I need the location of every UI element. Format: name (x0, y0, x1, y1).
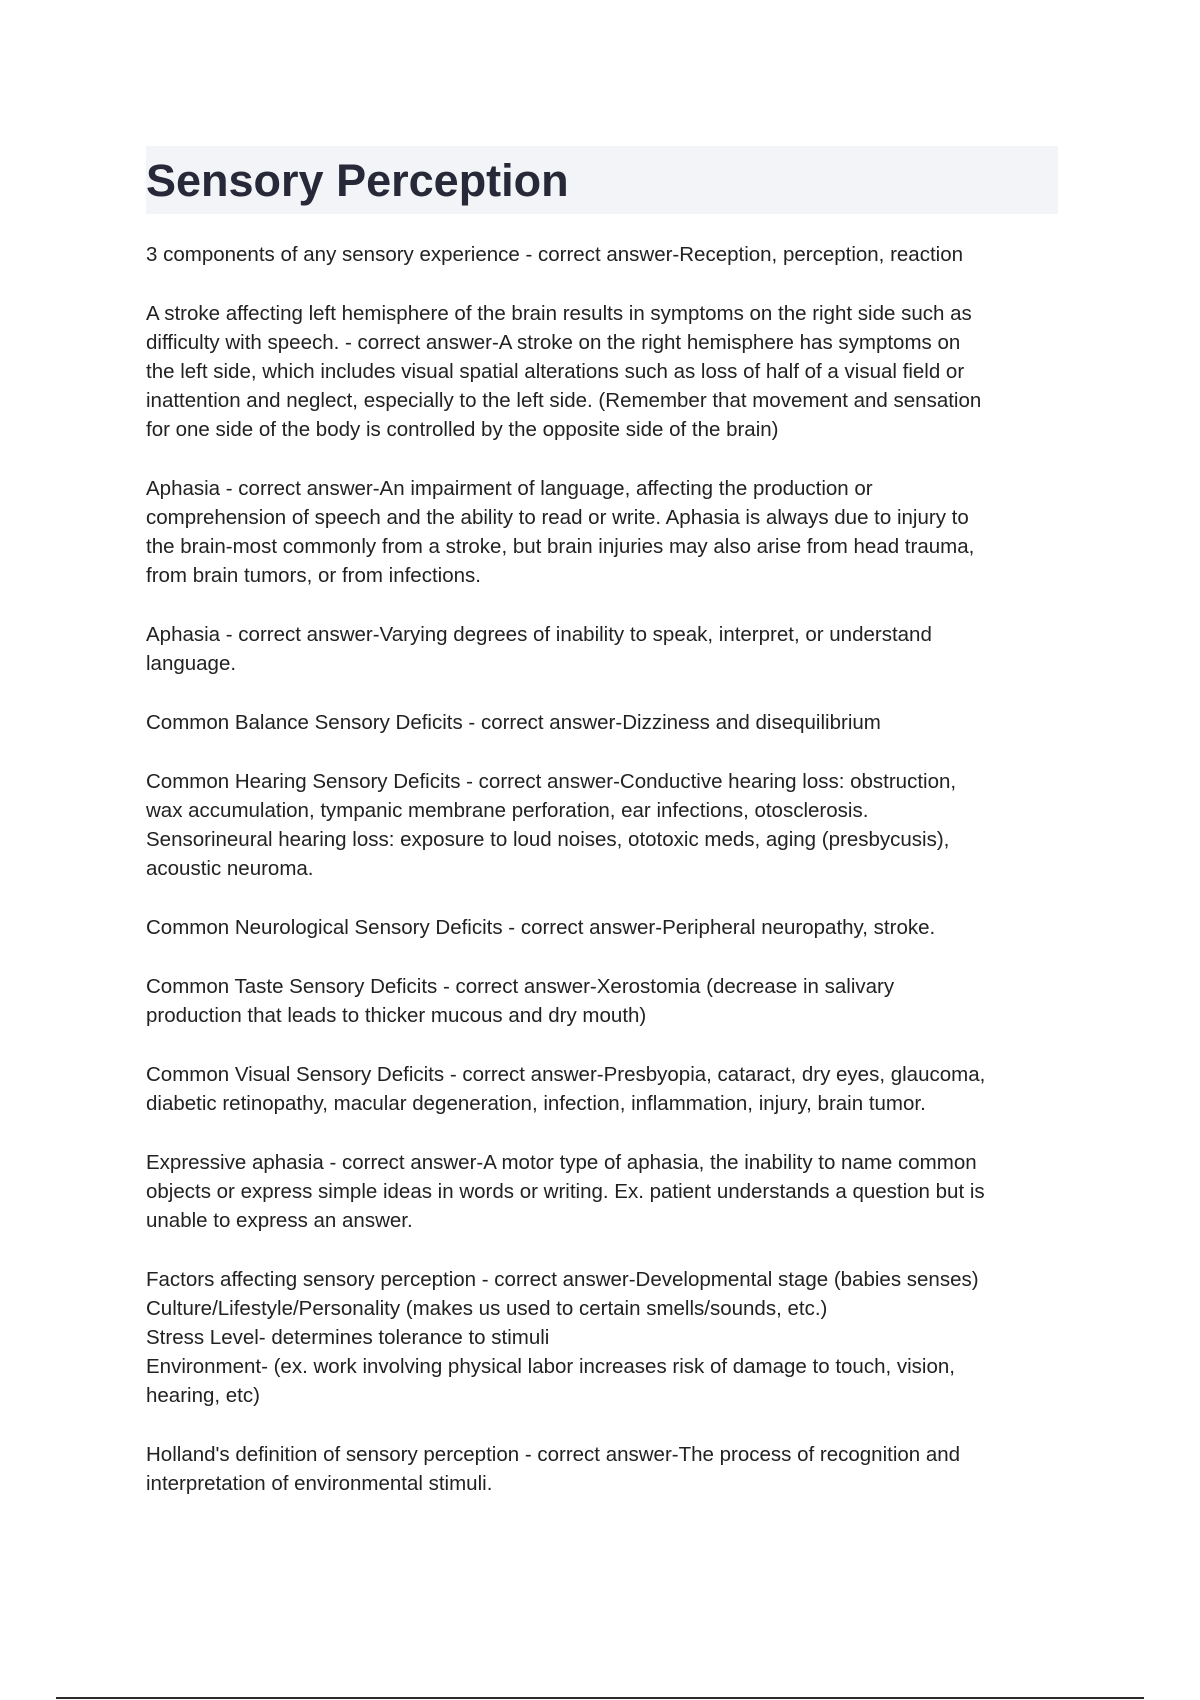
entry-line: A stroke affecting left hemisphere of the brain results in symptoms on the right side such as (146, 302, 972, 325)
entry-line: acoustic neuroma. (146, 857, 314, 880)
entry-line: Common Hearing Sensory Deficits - correct answer-Conductive hearing loss: obstruction, (146, 770, 957, 793)
qa-entry (146, 767, 1058, 883)
entry-line: from brain tumors, or from infections. (146, 564, 481, 587)
qa-entry (146, 1060, 1058, 1118)
entry-list (146, 240, 1058, 1498)
entry-line: Common Neurological Sensory Deficits - correct answer-Peripheral neuropathy, stroke. (146, 916, 936, 939)
entry-line: objects or express simple ideas in words or writing. Ex. patient understands a question but is (146, 1180, 985, 1203)
entry-line: Common Taste Sensory Deficits - correct answer-Xerostomia (decrease in salivary (146, 975, 895, 998)
entry-line: hearing, etc) (146, 1384, 260, 1407)
entry-line: Aphasia - correct answer-An impairment of language, affecting the production or (146, 477, 873, 500)
entry-line: Holland's definition of sensory perception - correct answer-The process of recognition and (146, 1443, 961, 1466)
entry-line: Aphasia - correct answer-Varying degrees of inability to speak, interpret, or understand (146, 623, 932, 646)
entry-line: difficulty with speech. - correct answer-A stroke on the right hemisphere has symptoms on (146, 331, 961, 354)
qa-entry (146, 913, 1058, 942)
entry-line: wax accumulation, tympanic membrane perforation, ear infections, otosclerosis. (146, 799, 869, 822)
entry-line: Expressive aphasia - correct answer-A motor type of aphasia, the inability to name common (146, 1151, 977, 1174)
entry-line: the brain-most commonly from a stroke, but brain injuries may also arise from head trauma, (146, 535, 975, 558)
entry-line: diabetic retinopathy, macular degeneration, infection, inflammation, injury, brain tumor. (146, 1092, 926, 1115)
entry-line: Stress Level- determines tolerance to stimuli (146, 1326, 550, 1349)
entry-line: 3 components of any sensory experience - correct answer-Reception, perception, reaction (146, 243, 964, 266)
entry-line: Common Visual Sensory Deficits - correct answer-Presbyopia, cataract, dry eyes, glaucoma, (146, 1063, 986, 1086)
entry-line: comprehension of speech and the ability to read or write. Aphasia is always due to injury to (146, 506, 969, 529)
entry-line: production that leads to thicker mucous and dry mouth) (146, 1004, 647, 1027)
entry-line: Culture/Lifestyle/Personality (makes us used to certain smells/sounds, etc.) (146, 1297, 828, 1320)
entry-line: inattention and neglect, especially to the left side. (Remember that movement and sensation (146, 389, 982, 412)
footer-divider (56, 1697, 1144, 1699)
entry-line: for one side of the body is controlled by the opposite side of the brain) (146, 418, 779, 441)
entry-line: interpretation of environmental stimuli. (146, 1472, 493, 1495)
qa-entry (146, 1148, 1058, 1235)
qa-entry (146, 240, 1058, 269)
entry-line: Common Balance Sensory Deficits - correct answer-Dizziness and disequilibrium (146, 711, 881, 734)
qa-entry (146, 620, 1058, 678)
entry-line: Factors affecting sensory perception - correct answer-Developmental stage (babies senses) (146, 1268, 979, 1291)
page-title: Sensory Perception (146, 154, 569, 206)
entry-line: Environment- (ex. work involving physical labor increases risk of damage to touch, vision, (146, 1355, 955, 1378)
qa-entry (146, 972, 1058, 1030)
qa-entry (146, 299, 1058, 444)
title-banner (146, 146, 1058, 214)
document-page (146, 146, 1058, 1528)
qa-entry (146, 1440, 1058, 1498)
entry-line: Sensorineural hearing loss: exposure to loud noises, ototoxic meds, aging (presbycusis), (146, 828, 950, 851)
qa-entry (146, 1265, 1058, 1410)
entry-line: unable to express an answer. (146, 1209, 413, 1232)
qa-entry (146, 708, 1058, 737)
entry-line: the left side, which includes visual spatial alterations such as loss of half of a visual field or (146, 360, 965, 383)
entry-line: language. (146, 652, 237, 675)
qa-entry (146, 474, 1058, 590)
